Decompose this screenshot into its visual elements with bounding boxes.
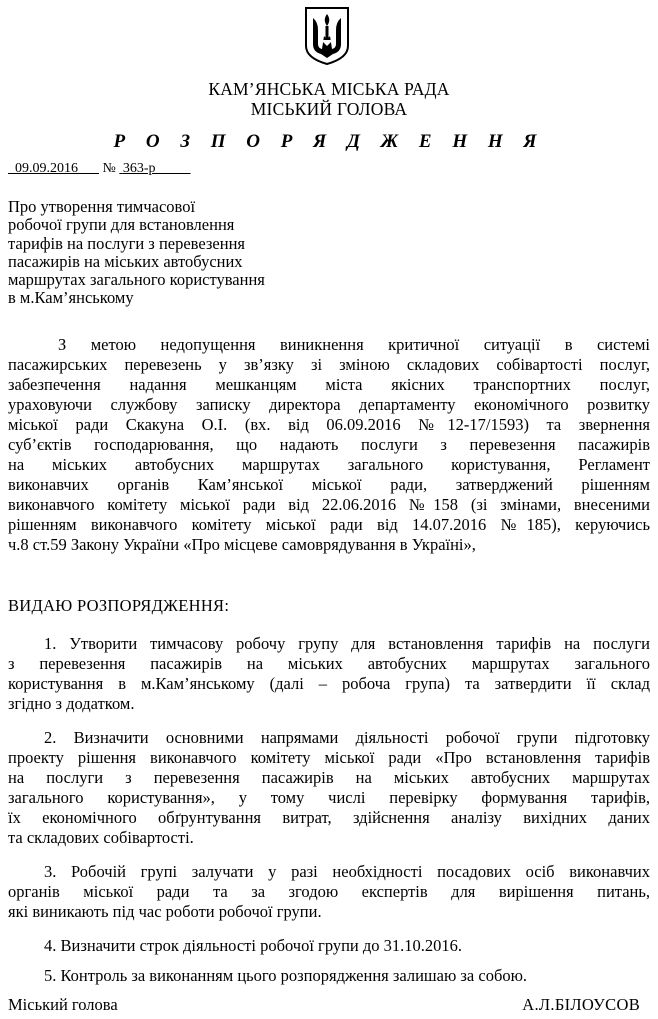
item-line: з перевезення пасажирів на міських автобусних маршрутах загального bbox=[8, 654, 650, 673]
item-line: та складових собівартості. bbox=[8, 828, 194, 847]
item-line: 4. Визначити строк діяльності робочої групи до 31.10.2016. bbox=[44, 936, 463, 955]
preamble-line: міської ради Скакуна О.І. (вх. від 06.09.2016 №12-17/1593) та звернення bbox=[8, 415, 650, 434]
preamble-line: ч.8 ст.59 Закону України «Про місцеве самоврядування в Україні», bbox=[8, 535, 476, 554]
item-line: загального користування», у тому числі перевірку формування тарифів, bbox=[8, 788, 650, 807]
item-line: 5. Контроль за виконанням цього розпорядження залишаю за собою. bbox=[44, 966, 528, 985]
item-line: їх економічного обґрунтування витрат, здійснення аналізу вихідних даних bbox=[8, 808, 650, 827]
item-line: 3. Робочій групі залучати у разі необхідності посадових осіб виконавчих bbox=[44, 862, 650, 881]
subject-line: Про утворення тимчасової bbox=[8, 197, 196, 216]
council-name: КАМ’ЯНСЬКА МІСЬКА РАДА bbox=[208, 79, 450, 99]
item-line: користування в м.Кам’янському (далі – робоча група) та затвердити її склад bbox=[8, 674, 650, 693]
reg-date: 09.09.2016 bbox=[15, 161, 78, 176]
preamble-line: З метою недопущення виникнення критичної ситуації в системі bbox=[58, 335, 650, 354]
subject-line: робочої групи для встановлення bbox=[8, 215, 235, 235]
reg-date-field bbox=[8, 161, 99, 176]
subject-line: в м.Кам’янському bbox=[8, 288, 134, 308]
document-subject bbox=[8, 198, 348, 308]
subject-line: пасажирів на міських автобусних bbox=[8, 251, 243, 271]
preamble-line: суб’єктів господарювання, що надають послуги з перевезення пасажирів bbox=[8, 435, 650, 454]
document-type-title: Р О З П О Р Я Д Ж Е Н Н Я bbox=[113, 131, 545, 152]
preamble-line: виконавчого комітету міської ради від 22.06.2016 №158 (зі змінами, внесеними bbox=[8, 495, 650, 514]
item-line: на послуги з перевезення пасажирів на міських автобусних маршрутах bbox=[8, 768, 650, 787]
signature-position: Міський голова bbox=[8, 995, 118, 1014]
mayor-title: МІСЬКИЙ ГОЛОВА bbox=[250, 99, 408, 119]
subject-line: маршрутах загального користування bbox=[8, 270, 265, 290]
reg-number: 363-р bbox=[122, 161, 156, 176]
signature-name: А.Л.БІЛОУСОВ bbox=[522, 995, 640, 1014]
decree-heading: ВИДАЮ РОЗПОРЯДЖЕННЯ: bbox=[8, 596, 230, 615]
preamble-line: рішенням виконавчого комітету міської ради від 14.07.2016 №185), керуючись bbox=[8, 515, 650, 534]
preamble-line: на міських автобусних маршрутах загального користування, Регламент bbox=[8, 455, 650, 474]
item-line: які виникають під час роботи робочої групи. bbox=[8, 902, 322, 921]
item-line: проекту рішення виконавчого комітету міської ради «Про встановлення тарифів bbox=[8, 748, 650, 767]
ukraine-trident-emblem-icon bbox=[303, 6, 351, 66]
preamble-line: пасажирських перевезень у зв’язку зі зміною складових собівартості послуг, bbox=[8, 355, 650, 374]
reg-number-sign: № bbox=[102, 161, 116, 176]
item-line: 1. Утворити тимчасову робочу групу для встановлення тарифів на послуги bbox=[44, 634, 650, 653]
reg-number-field bbox=[119, 161, 190, 176]
preamble-line: виконавчих органів Кам’янської міської ради, затверджений рішенням bbox=[8, 475, 650, 494]
subject-line: тарифів на послуги з перевезення bbox=[8, 233, 245, 253]
item-line: 2. Визначити основними напрямами діяльності робочої групи підготовку bbox=[44, 728, 650, 747]
preamble-line: забезпечення надання мешканцям міста якісних транспортних послуг, bbox=[8, 375, 650, 394]
registration-line bbox=[8, 160, 191, 178]
item-line: згідно з додатком. bbox=[8, 694, 135, 713]
item-line: органів міської ради та за згодою експертів для вирішення питань, bbox=[8, 882, 650, 901]
preamble-line: ураховуючи службову записку директора департаменту економічного розвитку bbox=[8, 395, 650, 414]
